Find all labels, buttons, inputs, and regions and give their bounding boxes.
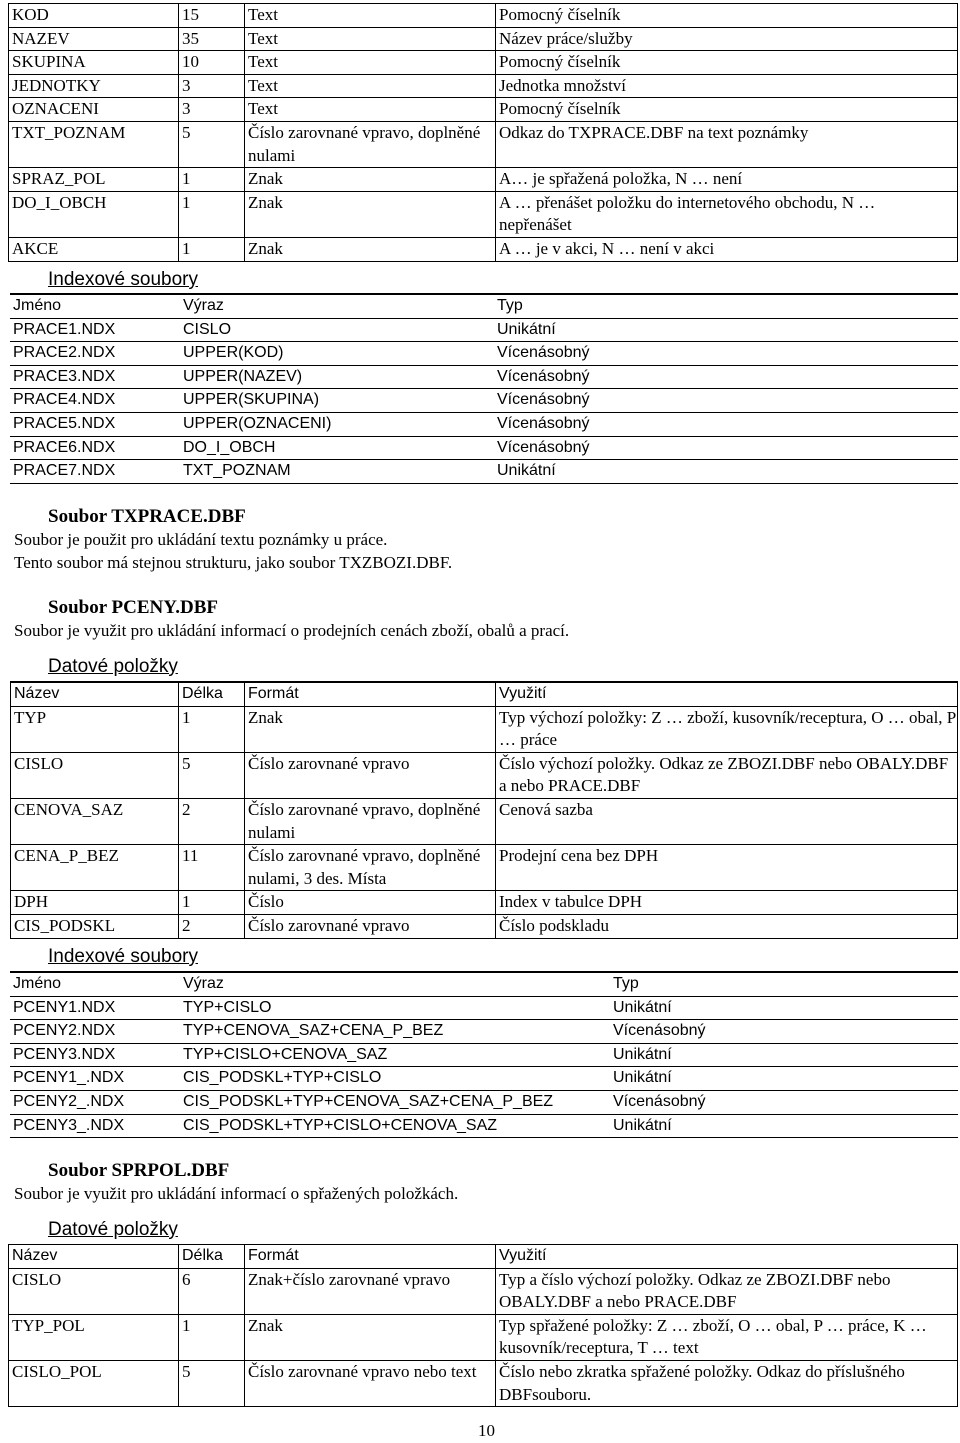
sprpol-title: Soubor SPRPOL.DBF bbox=[48, 1160, 230, 1181]
table-row: PCENY2.NDX TYP+CENOVA_SAZ+CENA_P_BEZ Vícenásobný bbox=[10, 1020, 958, 1044]
data-items-heading: Datové položky bbox=[48, 656, 178, 677]
table-row: PCENY1_.NDX CIS_PODSKL+TYP+CISLO Unikátní bbox=[10, 1067, 958, 1091]
table-row: TYP_POL 1 Znak Typ spřažené položky: Z … zboží, O … obal, P … práce, K … kusovník/receptura, T … text bbox=[9, 1314, 958, 1360]
pceny-title: Soubor PCENY.DBF bbox=[48, 597, 218, 618]
table-row: PCENY3_.NDX CIS_PODSKL+TYP+CISLO+CENOVA_SAZ Unikátní bbox=[10, 1114, 958, 1138]
prace-index-table bbox=[10, 293, 958, 484]
table-row: PCENY1.NDX TYP+CISLO Unikátní bbox=[10, 996, 958, 1020]
table-row: NAZEV 35 Text Název práce/služby bbox=[9, 27, 958, 51]
table-row: DO_I_OBCH 1 Znak A … přenášet položku do internetového obchodu, N … nepřenášet bbox=[9, 191, 958, 237]
index-files-heading: Indexové soubory bbox=[48, 946, 198, 967]
index-files-heading: Indexové soubory bbox=[48, 269, 198, 290]
prace-fields-table bbox=[8, 3, 958, 262]
table-row: CENOVA_SAZ 2 Číslo zarovnané vpravo, doplněné nulami Cenová sazba bbox=[11, 798, 958, 844]
table-row: SPRAZ_POL 1 Znak A… je spřažená položka, N … není bbox=[9, 168, 958, 192]
table-header-row: Název Délka Formát Využití bbox=[11, 682, 958, 706]
txprace-title: Soubor TXPRACE.DBF bbox=[48, 506, 246, 527]
table-header-row: Název Délka Formát Využití bbox=[9, 1245, 958, 1269]
table-row: CIS_PODSKL 2 Číslo zarovnané vpravo Číslo podskladu bbox=[11, 914, 958, 938]
data-items-heading: Datové položky bbox=[48, 1219, 178, 1240]
sprpol-desc: Soubor je využit pro ukládání informací o spřažených položkách. bbox=[14, 1184, 459, 1203]
table-row: AKCE 1 Znak A … je v akci, N … není v akci bbox=[9, 237, 958, 261]
table-row: PRACE6.NDX DO_I_OBCH Vícenásobný bbox=[10, 436, 958, 460]
pceny-fields-table bbox=[10, 681, 958, 939]
table-row: CENA_P_BEZ 11 Číslo zarovnané vpravo, doplněné nulami, 3 des. Místa Prodejní cena bez DPH bbox=[11, 845, 958, 891]
table-row: PRACE4.NDX UPPER(SKUPINA) Vícenásobný bbox=[10, 389, 958, 413]
table-row: TXT_POZNAM 5 Číslo zarovnané vpravo, doplněné nulami Odkaz do TXPRACE.DBF na text poznámky bbox=[9, 121, 958, 167]
table-row: PRACE2.NDX UPPER(KOD) Vícenásobný bbox=[10, 342, 958, 366]
sprpol-fields-table bbox=[8, 1244, 958, 1407]
table-row: CISLO 5 Číslo zarovnané vpravo Číslo výchozí položky. Odkaz ze ZBOZI.DBF nebo OBALY.DBF a nebo PRACE.DBF bbox=[11, 752, 958, 798]
table-row: PCENY3.NDX TYP+CISLO+CENOVA_SAZ Unikátní bbox=[10, 1043, 958, 1067]
pceny-desc: Soubor je využit pro ukládání informací o prodejních cenách zboží, obalů a prací. bbox=[14, 621, 570, 640]
txprace-line2: Tento soubor má stejnou strukturu, jako soubor TXZBOZI.DBF. bbox=[14, 553, 453, 572]
txprace-line1: Soubor je použit pro ukládání textu poznámky u práce. bbox=[14, 530, 388, 549]
table-row: CISLO 6 Znak+číslo zarovnané vpravo Typ a číslo výchozí položky. Odkaz ze ZBOZI.DBF nebo OBALY.DBF a nebo PRACE.DBF bbox=[9, 1268, 958, 1314]
table-row: PCENY2_.NDX CIS_PODSKL+TYP+CENOVA_SAZ+CENA_P_BEZ Vícenásobný bbox=[10, 1090, 958, 1114]
table-row: JEDNOTKY 3 Text Jednotka množství bbox=[9, 74, 958, 98]
table-row: OZNACENI 3 Text Pomocný číselník bbox=[9, 98, 958, 122]
table-row: DPH 1 Číslo Index v tabulce DPH bbox=[11, 891, 958, 915]
table-row: KOD 15 Text Pomocný číselník bbox=[9, 4, 958, 28]
table-row: CISLO_POL 5 Číslo zarovnané vpravo nebo text Číslo nebo zkratka spřažené položky. Odkaz do příslušného DBFsouboru. bbox=[9, 1360, 958, 1406]
table-row: PRACE7.NDX TXT_POZNAM Unikátní bbox=[10, 460, 958, 484]
table-row: PRACE3.NDX UPPER(NAZEV) Vícenásobný bbox=[10, 365, 958, 389]
table-header-row: Jméno Výraz Typ bbox=[10, 972, 958, 996]
pceny-index-table bbox=[10, 971, 958, 1138]
page-number: 10 bbox=[478, 1421, 495, 1440]
table-header-row: Jméno Výraz Typ bbox=[10, 294, 958, 318]
table-row: PRACE5.NDX UPPER(OZNACENI) Vícenásobný bbox=[10, 412, 958, 436]
table-row: TYP 1 Znak Typ výchozí položky: Z … zboží, kusovník/receptura, O … obal, P … práce bbox=[11, 706, 958, 752]
table-row: SKUPINA 10 Text Pomocný číselník bbox=[9, 51, 958, 75]
table-row: PRACE1.NDX CISLO Unikátní bbox=[10, 318, 958, 342]
